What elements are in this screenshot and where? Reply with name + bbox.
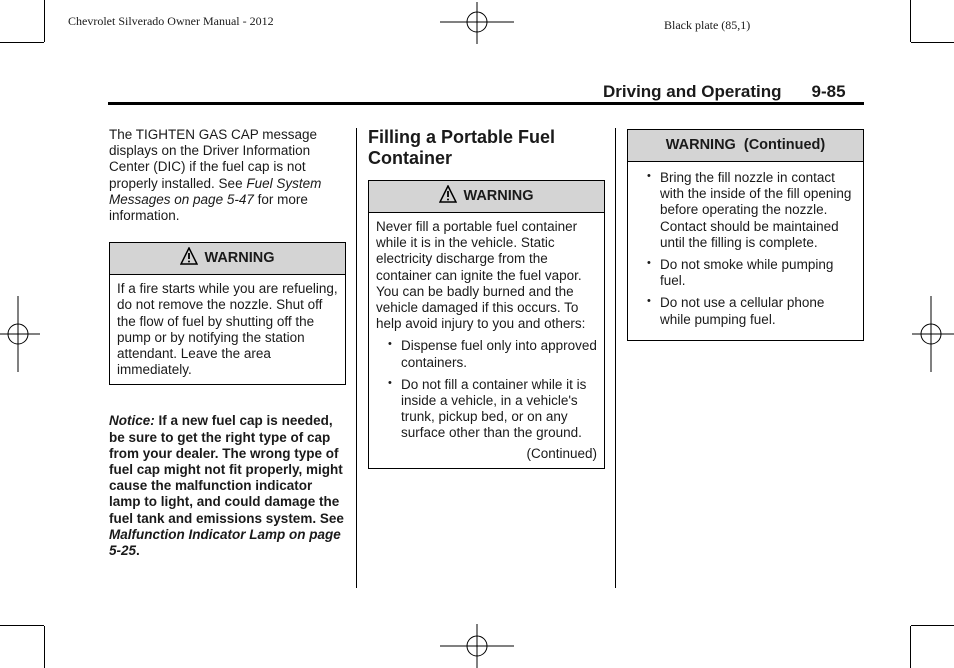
notice-paragraph: Notice: If a new fuel cap is needed, be sure to get the right type of cap from your dealer. The wrong type of fuel cap might not fit properly, might cause the malfunction indicator lamp to light, and could damage the fuel tank and emissions system. See Malfunction Indicator Lamp on page 5-25. — [109, 413, 344, 559]
intro-paragraph: The TIGHTEN GAS CAP message displays on the Driver Information Center (DIC) if the fuel cap is not properly installed. See Fuel System Messages on page 5-47 for more information. — [109, 127, 322, 224]
list-item: • Do not use a cellular phone while pumping fuel. — [635, 295, 856, 327]
fuel-system-messages-link[interactable]: Fuel System Messages on page 5-47 — [109, 175, 322, 207]
list-item: • Bring the fill nozzle in contact with the inside of the fill opening before operating the nozzle. Contact should be maintained until the filling is complete. — [635, 170, 856, 251]
section-title: Driving and Operating — [603, 82, 782, 101]
warning-text: Never fill a portable fuel container while it is in the vehicle. Static electricity discharge from the container can ignite the fuel vapor. You can be badly burned and the vehicle damaged if this occurs. To help avoid injury to you and others: — [376, 219, 586, 332]
warning-header: WARNING (Continued) — [628, 130, 863, 162]
warning-header: WARNING — [110, 243, 345, 275]
manual-title: Chevrolet Silverado Owner Manual - 2012 — [68, 14, 274, 28]
registration-mark-right — [912, 296, 954, 372]
warning-bullets — [635, 170, 856, 328]
warning-text: If a fire starts while you are refueling, do not remove the nozzle. Shut off the flow of fuel by shutting off the pump or by notifying the station attendant. Leave the area immediately. — [117, 281, 338, 378]
portable-container-heading: Filling a Portable Fuel Container — [368, 127, 556, 168]
column-2 — [368, 127, 604, 469]
list-item: • Dispense fuel only into approved containers. — [376, 338, 597, 370]
column-divider-2 — [615, 128, 616, 588]
page-number: 9-85 — [811, 82, 846, 101]
warning-triangle-icon — [180, 247, 198, 265]
column-3 — [627, 129, 863, 341]
warning-triangle-icon — [439, 185, 457, 203]
warning-header: WARNING — [369, 181, 604, 213]
header-rule — [108, 102, 864, 105]
registration-mark-top — [440, 2, 514, 44]
list-item: • Do not fill a container while it is inside a vehicle, in a vehicle's trunk, pickup bed, or on any surface other than the ground. — [376, 377, 597, 442]
portable-container-warning-box — [368, 180, 605, 469]
notice-label: Notice: — [109, 413, 155, 429]
column-divider-1 — [356, 128, 357, 588]
section-header — [603, 82, 846, 102]
continued-warning-box — [627, 129, 864, 341]
plate-label: Black plate (85,1) — [664, 18, 751, 32]
fire-warning-box — [109, 242, 346, 385]
continued-label: (Continued) — [526, 445, 597, 461]
registration-mark-left — [0, 296, 40, 372]
list-item: • Do not smoke while pumping fuel. — [635, 257, 856, 289]
column-1 — [109, 127, 345, 559]
warning-bullets — [376, 338, 597, 441]
malfunction-lamp-link[interactable]: Malfunction Indicator Lamp on page 5-25 — [109, 526, 341, 559]
registration-mark-bottom — [440, 624, 514, 668]
